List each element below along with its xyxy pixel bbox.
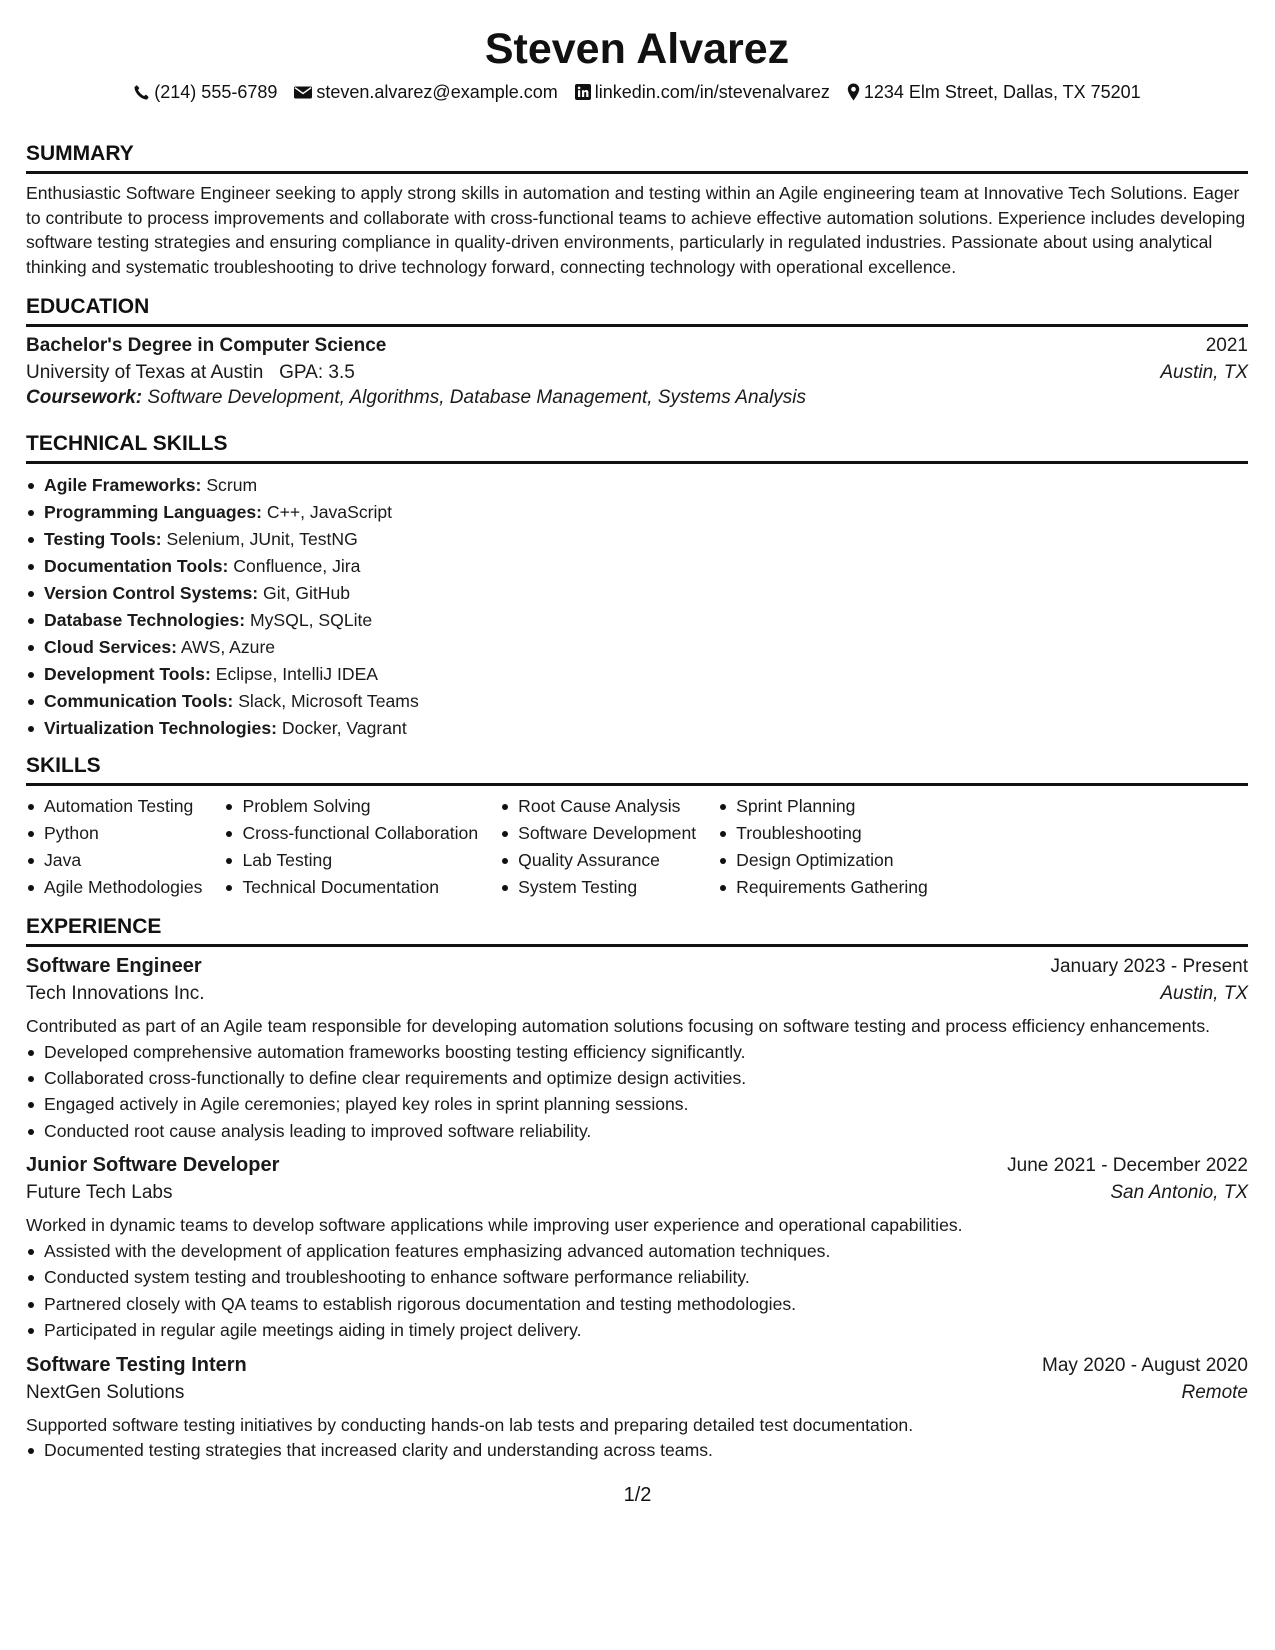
job-header-row: [26, 1154, 1248, 1177]
education-section: [26, 293, 1248, 409]
section-title-summary: SUMMARY: [26, 142, 134, 165]
list-item: Assisted with the development of application features emphasizing advanced automation techniques.: [26, 1238, 1248, 1264]
list-item: [26, 634, 1248, 661]
job-location: San Antonio, TX: [1110, 1182, 1248, 1204]
coursework-label: Coursework:: [26, 387, 143, 409]
envelope-icon: [294, 85, 312, 100]
list-item: Software Development: [500, 820, 696, 847]
skill-values: C++, JavaScript: [266, 502, 393, 523]
technical-skills-section: [26, 430, 1248, 741]
education-school-row: [26, 362, 1248, 384]
skills-grid: [26, 793, 1248, 901]
skill-values: MySQL, SQLite: [249, 609, 373, 630]
job-company-row: [26, 983, 1248, 1005]
contact-phone: [133, 80, 277, 104]
skill-category: Cloud Services:: [44, 636, 177, 657]
job-location: Austin, TX: [1160, 983, 1248, 1005]
company-name: NextGen Solutions: [26, 1381, 185, 1403]
skill-values: Eclipse, IntelliJ IDEA: [215, 663, 379, 684]
list-item: [26, 472, 1248, 499]
skill-category: Development Tools:: [44, 663, 211, 684]
company-name: Future Tech Labs: [26, 1182, 173, 1204]
list-item: Developed comprehensive automation frameworks boosting testing efficiency significantly.: [26, 1039, 1248, 1065]
contact-email[interactable]: [294, 80, 557, 104]
skill-values: Selenium, JUnit, TestNG: [166, 529, 358, 550]
job-header-row: [26, 955, 1248, 978]
job-entry: [26, 1154, 1248, 1343]
candidate-name: Steven Alvarez: [484, 25, 790, 73]
list-item: Quality Assurance: [500, 847, 696, 874]
section-divider: [26, 783, 1248, 786]
address-text: 1234 Elm Street, Dallas, TX 75201: [863, 82, 1141, 102]
job-header-row: [26, 1354, 1248, 1377]
skill-category: Communication Tools:: [44, 690, 234, 711]
list-item: Automation Testing: [26, 793, 202, 820]
job-description: Worked in dynamic teams to develop software applications while improving user experience and operational capabilities.: [26, 1215, 963, 1236]
contact-linkedin[interactable]: [575, 80, 830, 104]
list-item: Conducted root cause analysis leading to improved software reliability.: [26, 1118, 1248, 1144]
degree: Bachelor's Degree in Computer Science: [26, 335, 387, 357]
list-item: Participated in regular agile meetings aiding in timely project delivery.: [26, 1317, 1248, 1343]
job-description: Contributed as part of an Agile team responsible for developing automation solutions focusing on software testing and process efficiency enhancements.: [26, 1016, 1211, 1037]
skill-category: Version Control Systems:: [44, 583, 259, 603]
skills-column: [224, 793, 478, 901]
job-entry: [26, 1354, 1248, 1464]
list-item: Sprint Planning: [718, 793, 928, 820]
job-company-row: [26, 1182, 1248, 1204]
list-item: System Testing: [500, 874, 696, 901]
list-item: Partnered closely with QA teams to establish rigorous documentation and testing methodologies.: [26, 1291, 1248, 1317]
list-item: Agile Methodologies: [26, 874, 202, 901]
map-pin-icon: [847, 83, 860, 101]
list-item: Engaged actively in Agile ceremonies; played key roles in sprint planning sessions.: [26, 1091, 1248, 1117]
job-entry: [26, 955, 1248, 1144]
job-bullets: [26, 1437, 1248, 1463]
skills-column: [718, 793, 928, 901]
job-dates: January 2023 - Present: [1050, 956, 1248, 978]
list-item: [26, 715, 1248, 742]
section-divider: [26, 324, 1248, 327]
company-name: Tech Innovations Inc.: [26, 983, 205, 1005]
technical-skills-list: [26, 472, 1248, 741]
linkedin-link[interactable]: linkedin.com/in/stevenalvarez: [594, 82, 830, 102]
list-item: Documented testing strategies that increased clarity and understanding across teams.: [26, 1437, 1248, 1463]
job-bullets: [26, 1039, 1248, 1145]
section-title-skills: SKILLS: [26, 754, 101, 778]
section-divider: [26, 171, 1248, 174]
list-item: [26, 661, 1248, 688]
summary-text: Enthusiastic Software Engineer seeking to apply strong skills in automation and testing within an Agile engineering team at Innovative Tech Solutions. Eager to contribute to process improvements and collaborate with cross-functional teams to achieve effective automation solutions. Experience includes developing software testing strategies and ensuring compliance in quality-driven environments, particularly in regulated industries. Passionate about using analytical thinking and systematic troubleshooting to drive technology forward, connecting technology with operational excellence.: [26, 183, 1246, 277]
skill-category: Documentation Tools:: [44, 556, 229, 577]
email-link[interactable]: steven.alvarez@example.com: [316, 82, 558, 102]
job-dates: June 2021 - December 2022: [1007, 1155, 1248, 1177]
skill-values: Slack, Microsoft Teams: [238, 690, 419, 711]
school-name: University of Texas at Austin: [26, 362, 264, 384]
phone-icon: [133, 84, 150, 101]
skills-column: [500, 793, 696, 901]
education-header-row: [26, 335, 1248, 357]
list-item: [26, 499, 1248, 526]
graduation-year: 2021: [1205, 335, 1248, 357]
skill-values: AWS, Azure: [180, 636, 276, 657]
list-item: Cross-functional Collaboration: [224, 820, 478, 847]
job-title: Junior Software Developer: [26, 1154, 280, 1177]
list-item: Java: [26, 847, 202, 874]
experience-section: [26, 913, 1248, 1463]
skills-column: [26, 793, 202, 901]
skill-values: Docker, Vagrant: [281, 717, 407, 738]
list-item: [26, 553, 1248, 580]
gpa: GPA: 3.5: [279, 362, 355, 384]
skill-category: Programming Languages:: [44, 502, 262, 523]
skill-category: Testing Tools:: [44, 529, 162, 550]
list-item: Problem Solving: [224, 793, 478, 820]
list-item: [26, 580, 1248, 607]
contact-address: [847, 80, 1141, 104]
list-item: Collaborated cross-functionally to define clear requirements and optimize design activities.: [26, 1065, 1248, 1091]
contact-bar: [26, 80, 1248, 104]
section-title-experience: EXPERIENCE: [26, 915, 162, 939]
job-bullets: [26, 1238, 1248, 1344]
job-title: Software Testing Intern: [26, 1353, 247, 1376]
school-location: Austin, TX: [1160, 362, 1248, 384]
skill-values: Confluence, Jira: [233, 556, 361, 577]
list-item: Requirements Gathering: [718, 874, 928, 901]
skill-values: Git, GitHub: [263, 583, 351, 603]
page-number: 1/2: [623, 1484, 652, 1506]
coursework: [26, 387, 1248, 409]
job-location: Remote: [1181, 1381, 1248, 1403]
skill-category: Database Technologies:: [44, 609, 246, 630]
skill-values: Scrum: [206, 475, 258, 496]
job-dates: May 2020 - August 2020: [1042, 1354, 1248, 1376]
linkedin-icon: [575, 84, 591, 100]
summary-section: [26, 140, 1248, 279]
list-item: [26, 526, 1248, 553]
skill-category: Agile Frameworks:: [44, 475, 202, 496]
section-title-technical-skills: TECHNICAL SKILLS: [26, 432, 228, 456]
list-item: [26, 688, 1248, 715]
job-title: Software Engineer: [26, 955, 202, 978]
list-item: Design Optimization: [718, 847, 928, 874]
list-item: [26, 607, 1248, 634]
list-item: Troubleshooting: [718, 820, 928, 847]
coursework-list: Software Development, Algorithms, Database Management, Systems Analysis: [147, 387, 807, 409]
section-divider: [26, 461, 1248, 464]
section-title-education: EDUCATION: [26, 295, 150, 319]
list-item: Root Cause Analysis: [500, 793, 696, 820]
list-item: Technical Documentation: [224, 874, 478, 901]
job-description: Supported software testing initiatives by conducting hands-on lab tests and preparing detailed test documentation.: [26, 1414, 914, 1435]
section-divider: [26, 944, 1248, 947]
list-item: Conducted system testing and troubleshooting to enhance software performance reliability.: [26, 1264, 1248, 1290]
skills-section: [26, 752, 1248, 901]
list-item: Python: [26, 820, 202, 847]
phone-text: (214) 555-6789: [154, 82, 278, 102]
skill-category: Virtualization Technologies:: [44, 717, 277, 738]
resume-page: [26, 0, 1248, 1464]
job-company-row: [26, 1382, 1248, 1404]
school-line: [26, 362, 355, 384]
list-item: Lab Testing: [224, 847, 478, 874]
